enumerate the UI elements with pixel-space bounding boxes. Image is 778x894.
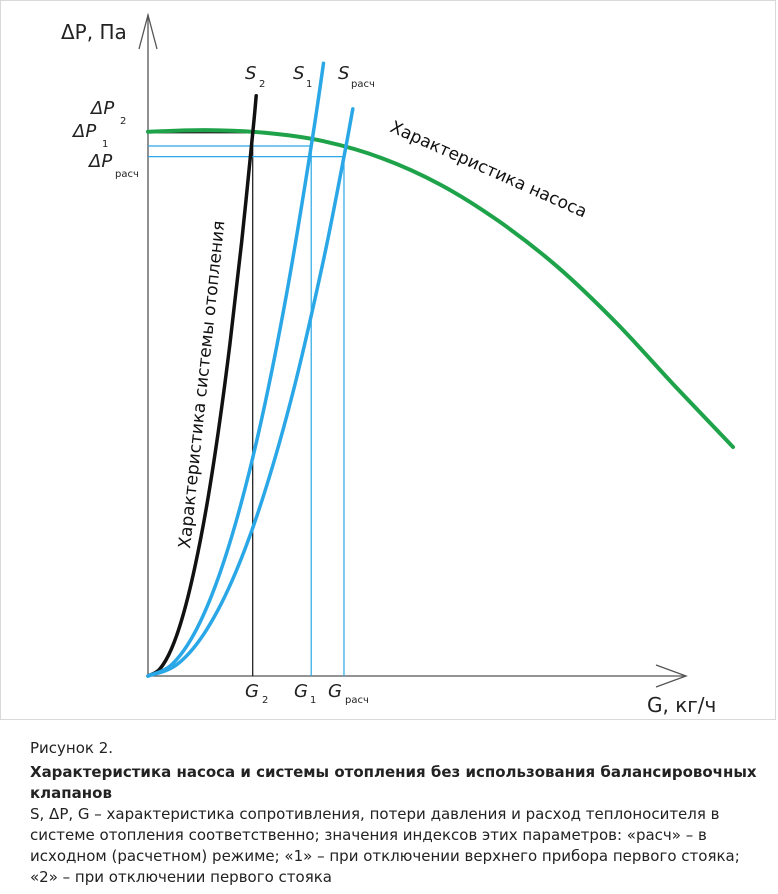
x-tick-g1-sub: 1 [310,695,317,706]
curve-label-s2-sub: 2 [259,79,266,90]
y-axis-label: ΔP, Па [61,20,127,44]
caption-number: Рисунок 2. [30,739,114,757]
pump-curve-label: Характеристика насоса [386,117,590,223]
curve-label-s2 [245,63,265,90]
y-tick-dp1 [71,121,108,150]
figure-caption [30,738,770,888]
x-tick-g1 [294,681,316,706]
curve-label-s1 [293,63,312,90]
x-tick-g2 [245,681,268,706]
curve-label-s2-main: S [245,63,257,84]
curve-label-s-calc-sub: расч [351,79,375,90]
y-tick-dp1-main: ΔP [73,121,97,142]
x-tick-g-calc-main: G [328,681,342,702]
x-tick-g-calc-sub: расч [345,695,369,706]
curve-label-s-calc-main: S [338,63,350,84]
curve-s-calc [148,109,353,676]
y-tick-dp-calc-sub: расч [115,169,139,180]
y-tick-dp2-sub: 2 [120,116,127,127]
x-tick-g-calc [328,681,369,706]
pump-system-chart [1,1,777,721]
x-tick-g2-main: G [245,681,259,702]
y-tick-dp2-main: ΔP [91,98,115,119]
system-curve-label: Характеристика системы отопления [175,219,230,550]
x-axis-label: G, кг/ч [647,693,717,717]
caption-text: S, ΔP, G – характеристика сопротивления, потери давления и расход теплоносителя в системе отопления соответственно; значения индексов этих параметров: «расч» – в исходном (расчетном) режиме; «1» – при отключении верхнего прибора первого стояка; «2» – при отключении первого стояка [30,805,740,886]
y-tick-dp-calc [87,151,139,180]
y-tick-dp1-sub: 1 [102,139,109,150]
caption-title: Характеристика насоса и системы отопления без использования балансировочных клапанов [30,763,757,802]
curve-label-s1-main: S [293,63,305,84]
x-tick-g1-main: G [294,681,308,702]
curve-label-s-calc [338,63,375,90]
x-tick-g2-sub: 2 [262,695,269,706]
curve-label-s1-sub: 1 [306,79,313,90]
y-tick-dp-calc-main: ΔP [89,151,113,172]
